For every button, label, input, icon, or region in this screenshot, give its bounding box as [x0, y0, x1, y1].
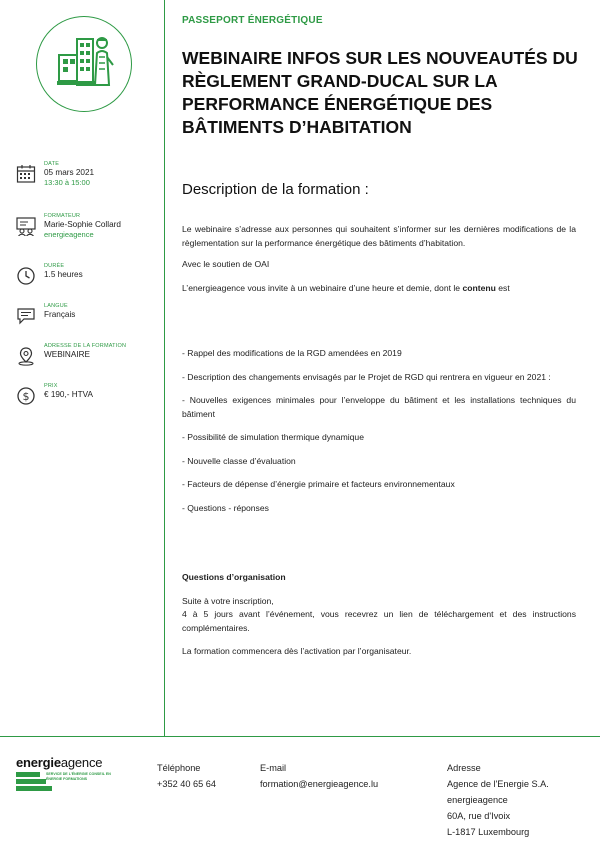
address-line: L-1817 Luxembourg	[447, 827, 530, 837]
footer-address	[447, 760, 549, 840]
list-item: - Nouvelles exigences minimales pour l’enveloppe du bâtiment et les installations techniques du bâtiment	[182, 395, 576, 419]
content-list	[182, 347, 576, 515]
formateur-org: energieagence	[44, 230, 94, 239]
time-value: 13:30 à 15:00	[44, 178, 90, 187]
trainer-icon	[16, 216, 36, 236]
calendar-icon	[16, 164, 36, 184]
organisation-line: Suite à votre inscription,	[182, 595, 274, 606]
speech-bubble-icon	[16, 306, 36, 326]
adresse-value: WEBINAIRE	[44, 350, 90, 359]
page-title: WEBINAIRE INFOS SUR LES NOUVEAUTÉS DU RÈGLEMENT GRAND-DUCAL SUR LA PERFORMANCE ÉNERGÉTIQUE DES BÂTIMENTS D’HABITATION	[182, 48, 578, 137]
invite-bold: contenu	[462, 282, 496, 293]
organisation-section	[182, 571, 576, 659]
price-icon	[16, 386, 36, 406]
location-pin-icon	[16, 346, 36, 366]
invite-suffix: est	[495, 282, 510, 293]
list-item: - Nouvelle classe d’évaluation	[182, 455, 296, 466]
prix-label: PRIX	[44, 383, 58, 389]
clock-icon	[16, 266, 36, 286]
email-link[interactable]: formation@energieagence.lu	[260, 779, 379, 789]
address-label: Adresse	[447, 763, 481, 773]
formateur-name: Marie-Sophie Collard	[44, 220, 121, 229]
phone-label: Téléphone	[157, 763, 201, 773]
description-title: Description de la formation :	[182, 181, 369, 198]
brand-tagline: SERVICE DE L'ÉNERGIE CONSEIL EN ÉNERGIE FORMATIONS	[46, 772, 111, 781]
list-item: - Facteurs de dépense d’énergie primaire et facteurs environnementaux	[182, 479, 455, 489]
support-line: Avec le soutien de OAI	[182, 259, 270, 269]
langue-label: LANGUE	[44, 303, 68, 309]
invite-prefix: L’energieagence vous invite à un webinaire d’une heure et demie, dont le	[182, 282, 463, 293]
date-label: DATE	[44, 161, 60, 167]
invite-paragraph	[182, 282, 576, 296]
phone-value[interactable]: +352 40 65 64	[157, 779, 217, 789]
brand-bold: energie	[16, 755, 61, 770]
email-label: E-mail	[260, 763, 287, 773]
address-line: energieagence	[447, 795, 508, 805]
brand-rest: agence	[60, 755, 103, 770]
list-item: - Rappel des modifications de la RGD amendées en 2019	[182, 348, 402, 358]
address-line: Agence de l'Energie S.A.	[447, 779, 549, 789]
list-item: - Possibilité de simulation thermique dynamique	[182, 432, 364, 442]
list-item: - Description des changements envisagés par le Projet de RGD qui rentrera en vigueur en 2021 :	[182, 371, 551, 382]
langue-value: Français	[44, 310, 76, 319]
footer-phone	[157, 760, 216, 792]
intro-paragraph: Le webinaire s’adresse aux personnes qui souhaitent s’informer sur les dernières modifications de la règlementation sur la performance énergétique des bâtiments d’habitation.	[182, 224, 576, 248]
prix-value: € 190,- HTVA	[44, 390, 93, 399]
duree-value: 1.5 heures	[44, 270, 83, 279]
adresse-label: ADRESSE DE LA FORMATION	[44, 343, 127, 349]
list-item: - Questions - réponses	[182, 502, 269, 513]
organisation-line: La formation commencera dès l’activation par l’organisateur.	[182, 646, 412, 656]
date-value: 05 mars 2021	[44, 168, 95, 177]
vertical-divider	[164, 0, 165, 736]
footer-email	[260, 760, 378, 792]
building-illustration	[36, 16, 132, 112]
description-body	[182, 223, 576, 295]
building-worker-icon	[55, 33, 115, 97]
organisation-title: Questions d’organisation	[182, 572, 286, 582]
address-line: 60A, rue d'Ivoix	[447, 811, 511, 821]
organisation-line: 4 à 5 jours avant l’événement, vous recevrez un lien de téléchargement et des instructions complémentaires.	[182, 609, 576, 633]
brand-logo	[16, 755, 102, 770]
duree-label: DURÉE	[44, 263, 65, 269]
footer-divider	[0, 736, 600, 737]
formateur-label: FORMATEUR	[44, 213, 81, 219]
svg-text:$: $	[22, 390, 30, 403]
page-kicker: PASSEPORT ÉNERGÉTIQUE	[182, 15, 323, 26]
